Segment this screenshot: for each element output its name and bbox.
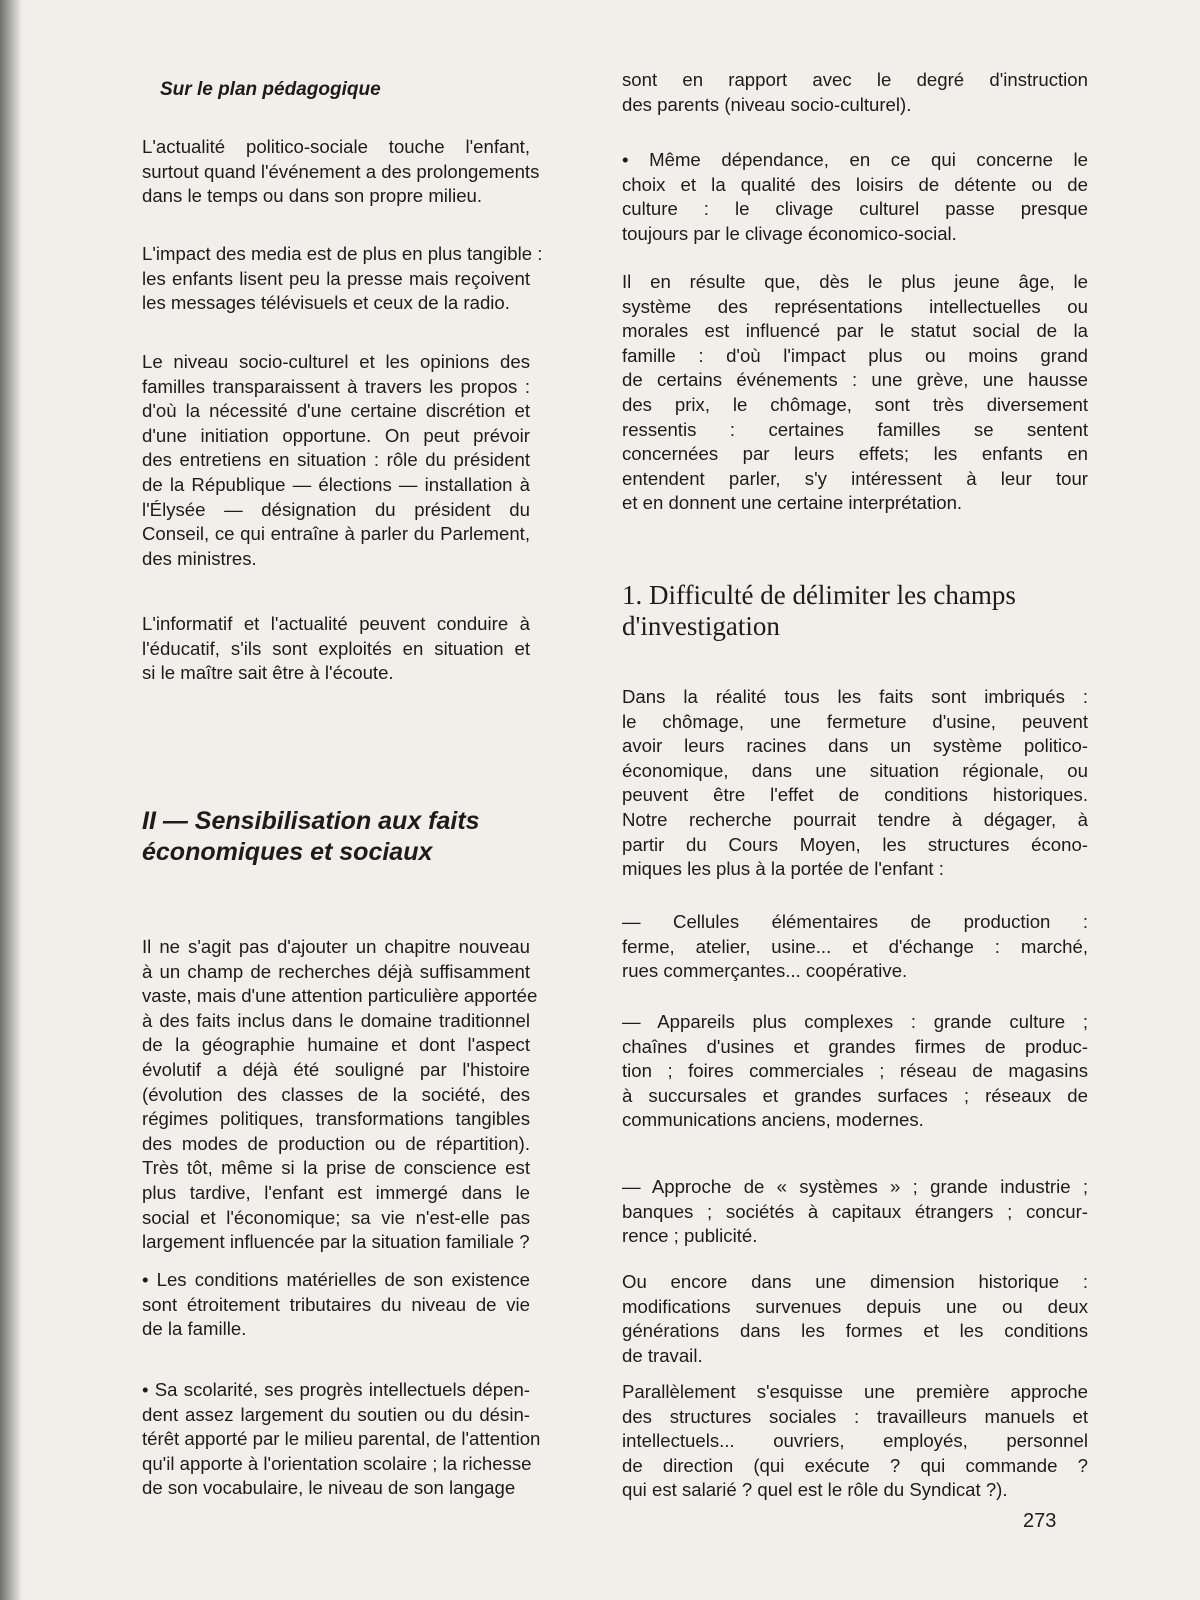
text-line: système des représentations intellectuelles ou bbox=[622, 295, 1088, 317]
text-line: rues commerçantes... coopérative. bbox=[622, 960, 908, 982]
text-line: Très tôt, même si la prise de conscience est bbox=[142, 1157, 530, 1179]
text-line: largement influencée par la situation familiale ? bbox=[142, 1231, 530, 1253]
text-line: toujours par le clivage économico-social. bbox=[622, 222, 957, 244]
paragraph bbox=[622, 148, 1088, 246]
text-line: de la République — élections — installation à bbox=[142, 473, 530, 495]
text-line: • Sa scolarité, ses progrès intellectuels dépen- bbox=[142, 1379, 530, 1400]
text-line: entendent parler, s'y intéressent à leur tour bbox=[622, 467, 1088, 489]
text-line: surtout quand l'événement a des prolongements bbox=[142, 160, 540, 182]
text-line: de direction (qui exécute ? qui commande ? bbox=[622, 1454, 1088, 1476]
text-line: Il ne s'agit pas d'ajouter un chapitre nouveau bbox=[142, 936, 530, 957]
text-line: à succursales et grandes surfaces ; réseaux de bbox=[622, 1084, 1088, 1106]
text-line: plus tardive, l'enfant est immergé dans le bbox=[142, 1181, 530, 1203]
text-line: de la famille. bbox=[142, 1318, 247, 1340]
text-line: économique, dans une situation régionale, ou bbox=[622, 759, 1088, 781]
text-line: L'informatif et l'actualité peuvent conduire à bbox=[142, 613, 530, 634]
text-line: choix et la qualité des loisirs de détente ou de bbox=[622, 173, 1088, 195]
text-line: familles transparaissent à travers les propos : bbox=[142, 375, 530, 397]
text-line: des entretiens en situation : rôle du président bbox=[142, 449, 530, 471]
text-line: l'Élysée — désignation du président du bbox=[142, 498, 530, 520]
text-line: les messages télévisuels et ceux de la radio. bbox=[142, 292, 510, 314]
text-line: et en donnent une certaine interprétation. bbox=[622, 492, 963, 514]
text-line: tion ; foires commerciales ; réseau de magasins bbox=[622, 1060, 1088, 1082]
text-line: — Appareils plus complexes : grande culture ; bbox=[622, 1011, 1088, 1032]
text-line: communications anciens, modernes. bbox=[622, 1109, 924, 1131]
paragraph bbox=[142, 350, 530, 571]
subsection-heading bbox=[622, 580, 1088, 642]
text-line: d'investigation bbox=[622, 611, 780, 641]
text-line: les enfants lisent peu la presse mais reçoivent bbox=[142, 267, 530, 289]
text-line: des structures sociales : travailleurs manuels et bbox=[622, 1405, 1088, 1427]
text-line: avoir leurs racines dans un système politico- bbox=[622, 735, 1088, 757]
text-line: Notre recherche pourrait tendre à dégager, à bbox=[622, 808, 1088, 830]
text-line: peuvent être l'effet de conditions historiques. bbox=[622, 784, 1088, 806]
text-line: à des faits inclus dans le domaine traditionnel bbox=[142, 1009, 530, 1031]
text-line: — Approche de « systèmes » ; grande industrie ; bbox=[622, 1176, 1088, 1197]
text-line: des modes de production ou de répartition). bbox=[142, 1132, 530, 1154]
text-line: social et l'économique; sa vie n'est-elle pas bbox=[142, 1206, 530, 1228]
paragraph bbox=[142, 1268, 530, 1342]
paragraph bbox=[622, 68, 1088, 117]
paragraph bbox=[142, 242, 543, 316]
paragraph bbox=[142, 935, 538, 1255]
text-line: II — Sensibilisation aux faits bbox=[142, 807, 480, 835]
text-line: régimes politiques, transformations tangibles bbox=[142, 1108, 530, 1130]
text-line: d'une initiation opportune. On peut prévoir bbox=[142, 424, 530, 446]
text-line: de son vocabulaire, le niveau de son langage bbox=[142, 1477, 516, 1499]
scan-binding-edge bbox=[0, 0, 22, 1600]
text-line: d'où la nécessité d'une certaine discrétion et bbox=[142, 400, 530, 422]
text-line: (évolution des classes de la société, des bbox=[142, 1083, 530, 1105]
text-line: ressentis : certaines familles se sentent bbox=[622, 418, 1088, 440]
text-line: des parents (niveau socio-culturel). bbox=[622, 93, 912, 115]
text-line: Parallèlement s'esquisse une première approche bbox=[622, 1381, 1088, 1402]
text-line: ferme, atelier, usine... et d'échange : marché, bbox=[622, 935, 1088, 957]
text-line: Conseil, ce qui entraîne à parler du Parlement, bbox=[142, 523, 530, 545]
text-line: de la géographie humaine et dont l'aspect bbox=[142, 1034, 530, 1056]
text-line: de travail. bbox=[622, 1344, 703, 1366]
text-line: qu'il apporte à l'orientation scolaire ; la richesse bbox=[142, 1452, 532, 1474]
text-line: • Les conditions matérielles de son existence bbox=[142, 1269, 530, 1290]
text-line: dent assez largement du soutien ou du désin- bbox=[142, 1403, 530, 1425]
page-number: 273 bbox=[1023, 1510, 1057, 1532]
text-line: 1. Difficulté de délimiter les champs bbox=[622, 580, 1016, 610]
paragraph bbox=[622, 1380, 1088, 1503]
text-line: Ou encore dans une dimension historique : bbox=[622, 1271, 1088, 1292]
text-line: Le niveau socio-culturel et les opinions des bbox=[142, 351, 530, 372]
text-line: culture : le clivage culturel passe presque bbox=[622, 198, 1088, 220]
text-line: si le maître sait être à l'écoute. bbox=[142, 662, 394, 684]
text-line: térêt apporté par le milieu parental, de l'attention bbox=[142, 1428, 541, 1450]
text-line: évolutif a déjà été souligné par l'histoire bbox=[142, 1058, 530, 1080]
text-line: partir du Cours Moyen, les structures écono- bbox=[622, 833, 1088, 855]
paragraph bbox=[622, 1270, 1088, 1368]
text-line: L'impact des media est de plus en plus tangible : bbox=[142, 243, 543, 264]
text-line: morales est influencé par le statut social de la bbox=[622, 320, 1088, 342]
subheading bbox=[160, 78, 548, 103]
paragraph bbox=[142, 612, 530, 686]
text-line: économiques et sociaux bbox=[142, 838, 433, 866]
text-line: rence ; publicité. bbox=[622, 1225, 758, 1247]
paragraph bbox=[142, 135, 540, 209]
text-line: des ministres. bbox=[142, 547, 257, 569]
text-line: qui est salarié ? quel est le rôle du Syndicat ?). bbox=[622, 1479, 1008, 1501]
text-line: générations dans les formes et les conditions bbox=[622, 1320, 1088, 1342]
text-line: sont étroitement tributaires du niveau de vie bbox=[142, 1293, 530, 1315]
text-line: vaste, mais d'une attention particulière apportée bbox=[142, 985, 538, 1007]
section-heading bbox=[142, 806, 530, 868]
paragraph bbox=[622, 1010, 1088, 1133]
text-line: l'éducatif, s'ils sont exploités en situation et bbox=[142, 637, 530, 659]
paragraph bbox=[622, 270, 1088, 516]
text-line: dans le temps ou dans son propre milieu. bbox=[142, 185, 483, 207]
text-line: sont en rapport avec le degré d'instruction bbox=[622, 69, 1088, 90]
paragraph bbox=[622, 910, 1088, 984]
text-line: le chômage, une fermeture d'usine, peuvent bbox=[622, 710, 1088, 732]
text-line: Dans la réalité tous les faits sont imbriqués : bbox=[622, 686, 1088, 707]
text-line: — Cellules élémentaires de production : bbox=[622, 911, 1088, 932]
paragraph bbox=[622, 685, 1088, 882]
text-line: famille : d'où l'impact plus ou moins grand bbox=[622, 344, 1088, 366]
paragraph bbox=[622, 1175, 1088, 1249]
text-line: à un champ de recherches déjà suffisamment bbox=[142, 960, 530, 982]
text-line: miques les plus à la portée de l'enfant : bbox=[622, 858, 944, 880]
text-line: de certains événements : une grève, une hausse bbox=[622, 369, 1088, 391]
paragraph bbox=[142, 1378, 541, 1501]
text-line: chaînes d'usines et grandes firmes de produc- bbox=[622, 1035, 1088, 1057]
text-line: modifications survenues depuis une ou deux bbox=[622, 1295, 1088, 1317]
text-line: intellectuels... ouvriers, employés, personnel bbox=[622, 1430, 1088, 1452]
text-line: concernées par leurs effets; les enfants en bbox=[622, 443, 1088, 465]
text-line: Il en résulte que, dès le plus jeune âge, le bbox=[622, 271, 1088, 292]
text-line: des prix, le chômage, sont très diversement bbox=[622, 393, 1088, 415]
text-line: • Même dépendance, en ce qui concerne le bbox=[622, 149, 1088, 170]
text-line: Sur le plan pédagogique bbox=[160, 79, 381, 100]
text-line: banques ; sociétés à capitaux étrangers ; concur- bbox=[622, 1200, 1088, 1222]
text-line: L'actualité politico-sociale touche l'enfant, bbox=[142, 136, 530, 157]
